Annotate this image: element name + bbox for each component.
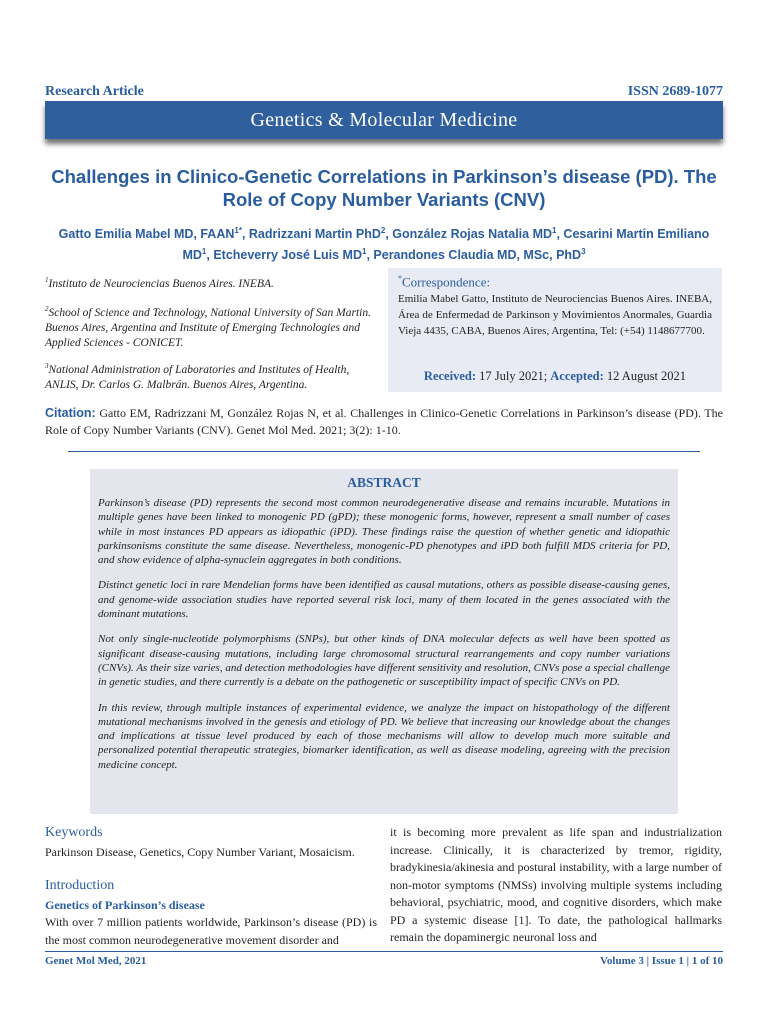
author-2-sup: 2 (380, 226, 386, 235)
abstract-paragraph-2: Distinct genetic loci in rare Mendelian forms have been identified as causal mutations, others as possible disease-causing genes, and genome-wide association studies have reported several risk loci, many of them located in the genes associated with the dominant mutations. (98, 579, 670, 621)
abstract-box (90, 469, 678, 814)
received-date: 17 July 2021; (479, 369, 548, 383)
author-6: , Perandones Claudia MD, MSc, PhD (366, 248, 582, 263)
right-column (390, 824, 722, 947)
citation (45, 405, 723, 439)
affiliation-2-text: School of Science and Technology, National University of San Martin. Buenos Aires, Argentina and Institute of Emerging Technologies and Applied Sciences - CONICET. (45, 306, 371, 349)
citation-divider (68, 451, 700, 452)
affiliation-3-sup: 3 (45, 362, 49, 370)
introduction-subheading: Genetics of Parkinson’s disease (45, 897, 205, 912)
introduction-left-text: With over 7 million patients worldwide, Parkinson’s disease (PD) is the most common neurodegenerative movement disorder and (45, 915, 377, 947)
abstract-paragraph-3: Not only single-nucleotide polymorphisms (SNPs), but other kinds of DNA molecular defects as well have been spotted as significant disease-causing mutations, including large chromosomal structural rearrangements and copy number variations (CNVs). As their size varies, and detection methodologies have different sensitivity and resolution, CNVs pose a special challenge in genetic studies, and there currently is a debate on the pathogenetic or susceptibility impact of specific CNVs on PD. (98, 633, 670, 689)
author-6-sup: 3 (581, 247, 586, 257)
author-4-sup: 1 (201, 247, 207, 257)
affiliation-2-sup: 2 (45, 305, 49, 313)
journal-name: Genetics & Molecular Medicine (250, 108, 518, 131)
correspondence-asterisk: * (398, 274, 402, 283)
author-1-sup: 1* (234, 226, 242, 235)
author-4: , Cesarini Martin Emiliano MD (182, 227, 710, 263)
accepted-date: 12 August 2021 (606, 369, 687, 383)
affiliation-3 (45, 359, 380, 393)
journal-banner (45, 101, 723, 139)
article-type: Research Article (45, 84, 144, 99)
abstract-paragraph-4: In this review, through multiple instances of experimental evidence, we analyze the impact on histopathology of the different mutational mechanisms involved in the genesis and etiology of PD. We believe that increasing our knowledge about the changes and implications at tissue level produced by each of those mechanisms will allow to develop much more suitable and personalized potential therapeutic strategies, biomarker identification, as well as disease modeling, agreeing with the precision medicine concept. (98, 701, 670, 771)
keywords-text: Parkinson Disease, Genetics, Copy Number Variant, Mosaicism. (45, 844, 355, 859)
received-label: Received: (423, 369, 476, 383)
footer-journal: Genet Mol Med, 2021 (45, 955, 147, 967)
affiliation-1-text: Instituto de Neurociencias Buenos Aires. INEBA. (48, 277, 274, 290)
accepted-label: Accepted: (550, 369, 604, 383)
issn: ISSN 2689-1077 (627, 84, 723, 99)
correspondence-text: Emilia Mabel Gatto, Instituto de Neurociencias Buenos Aires. INEBA, Área de Enfermedad de Parkinson y Movimientos Anormales, Guardia Vieja 4435, CABA, Buenos Aires, Argentina, Tel: (+54) 1148677700. (398, 293, 712, 338)
footer-page-info: Volume 3 | Issue 1 | 1 of 10 (599, 955, 723, 967)
author-3: , González Rojas Natalia MD (385, 227, 553, 242)
abstract-paragraph-1: Parkinson’s disease (PD) represents the second most common neurodegenerative disease and remains incurable. Mutations in multiple genes have been linked to monogenic PD (gPD); these monogenic forms, however, represent a small number of cases while in most instances PD appears as idiopathic (iPD). These findings raise the question of whether genetic and idiopathic parkinsonisms constitute the same disease. Nevertheless, monogenic-PD phenotypes and iPD both fulfill MDS criteria for PD, and show evidence of alpha-synuclein aggregates in both conditions. (98, 497, 670, 567)
affiliation-3-text: National Administration of Laboratories and Institutes of Health, ANLIS, Dr. Carlos G. Malbrán. Buenos Aires, Argentina. (45, 363, 350, 391)
affiliation-1 (45, 273, 380, 292)
citation-text: Gatto EM, Radrizzani M, González Rojas N, et al. Challenges in Clinico-Genetic Correlations in Parkinson’s disease (PD). The Role of Copy Number Variants (CNV). Genet Mol Med. 2021; 3(2): 1-10. (45, 406, 723, 437)
paper-title: Challenges in Clinico-Genetic Correlations in Parkinson’s disease (PD). The Role of Copy Number Variants (CNV) (51, 166, 717, 210)
introduction-right-text: it is becoming more prevalent as life span and industrialization increase. Clinically, it is characterized by tremor, rigidity, bradykinesia/akinesia and postural instability, with a large number of non-motor symptoms (NMSs) involving multiple systems including behavioral, psychiatric, mood, and cognitive disorders, which make PD a systemic disease [1]. To date, the pathological hallmarks remain the dopaminergic neuronal loss and (390, 825, 722, 944)
author-2: , Radrizzani Martin PhD (241, 227, 381, 242)
abstract-heading: ABSTRACT (347, 475, 421, 490)
footer-divider (45, 951, 723, 952)
article-dates (388, 369, 722, 384)
introduction-heading: Introduction (45, 878, 115, 893)
keywords-heading: Keywords (45, 825, 103, 840)
affiliation-2 (45, 302, 380, 351)
author-5-sup: 1 (362, 247, 367, 257)
author-5: , Etcheverry José Luis MD (206, 248, 362, 263)
left-column (45, 824, 377, 949)
author-list (50, 222, 718, 264)
correspondence-heading-text: Correspondence: (402, 274, 491, 290)
correspondence-box (388, 268, 722, 392)
citation-label: Citation: (45, 406, 96, 420)
author-1: Gatto Emilia Mabel MD, FAAN (58, 227, 235, 242)
affiliation-1-sup: 1 (45, 276, 49, 284)
author-3-sup: 1 (552, 226, 557, 235)
correspondence-heading (398, 274, 712, 290)
